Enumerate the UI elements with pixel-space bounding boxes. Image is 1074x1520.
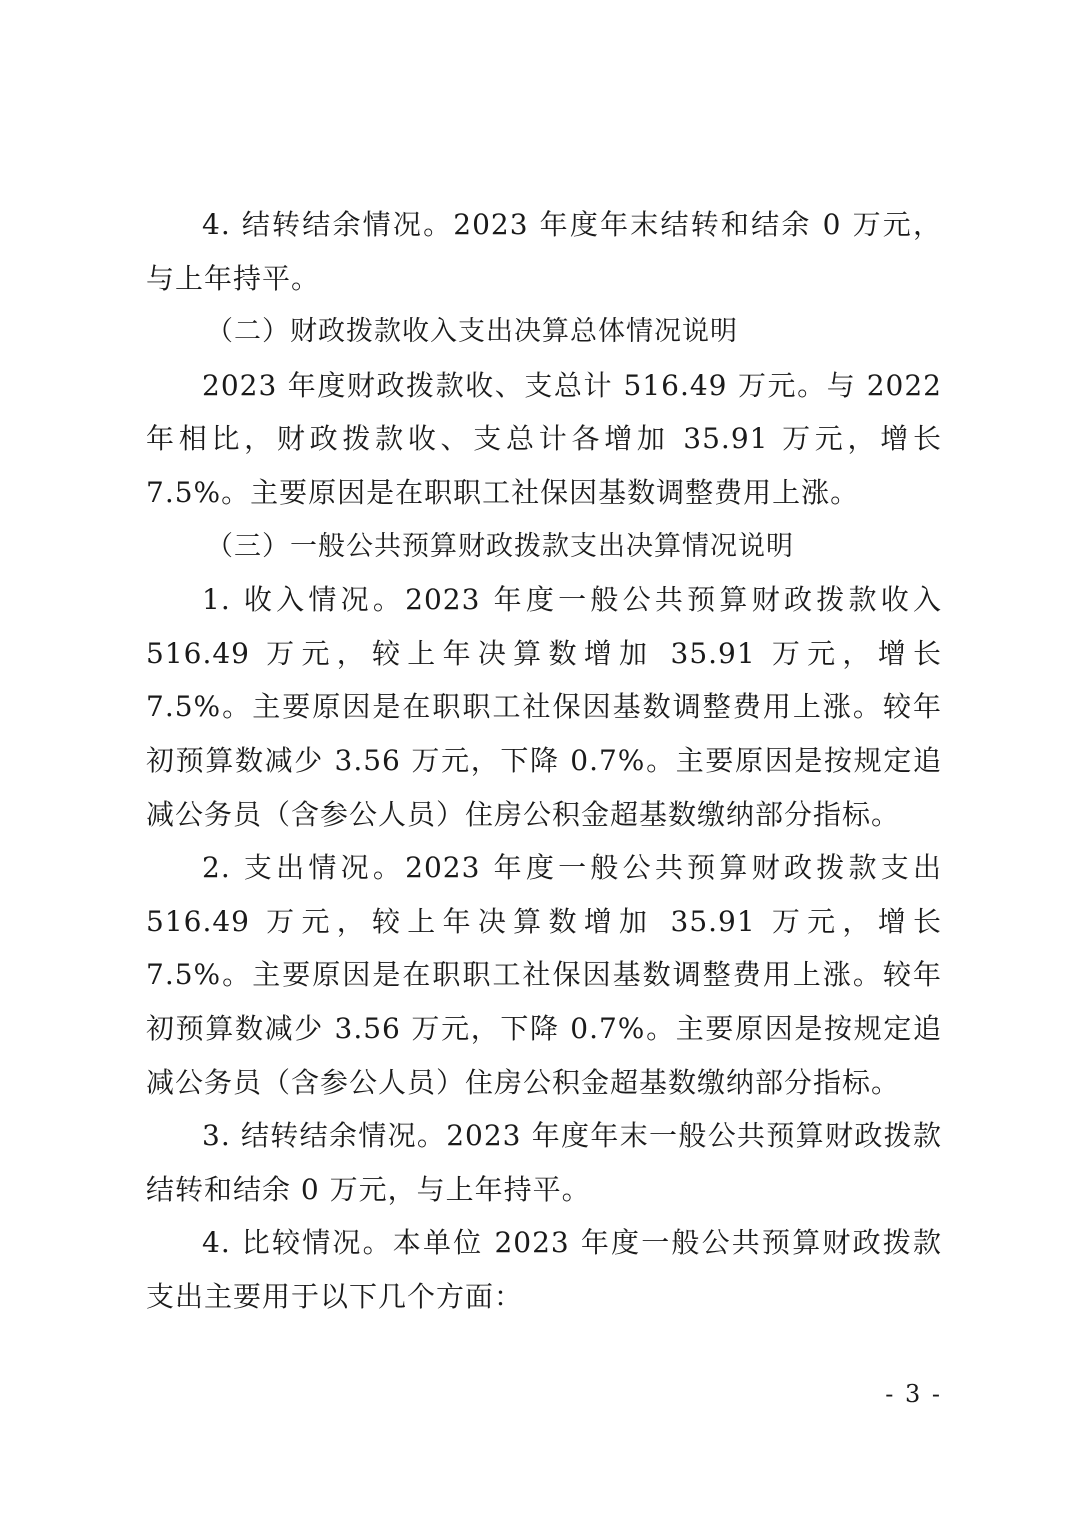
paragraph-comparison: 4. 比较情况。本单位 2023 年度一般公共预算财政拨款支出主要用于以下几个方面：: [146, 1226, 942, 1313]
paragraph-income: 1. 收入情况。2023 年度一般公共预算财政拨款收入 516.49 万元，较上年决算数增加 35.91 万元，增长 7.5%。主要原因是在职职工社保因基数调整费用上涨。较年初预算数减少 3.56 万元，下降 0.7%。主要原因是按规定追减公务员（含参公人员）住房公积金超基数缴纳部分指标。: [146, 583, 942, 831]
paragraph-fiscal-total: 2023 年度财政拨款收、支总计 516.49 万元。与 2022 年相比，财政拨款收、支总计各增加 35.91 万元，增长 7.5%。主要原因是在职职工社保因基数调整费用上涨。: [146, 368, 942, 509]
paragraph-carryover-balance: 4. 结转结余情况。2023 年度年末结转和结余 0 万元，与上年持平。: [146, 208, 942, 295]
paragraph-expenditure: 2. 支出情况。2023 年度一般公共预算财政拨款支出 516.49 万元，较上年决算数增加 35.91 万元，增长 7.5%。主要原因是在职职工社保因基数调整费用上涨。较年初预算数减少 3.56 万元，下降 0.7%。主要原因是按规定追减公务员（含参公人员）住房公积金超基数缴纳部分指标。: [146, 851, 942, 1099]
page-number: - 3 -: [885, 1380, 942, 1408]
section-heading-3: （三）一般公共预算财政拨款支出决算情况说明: [206, 530, 794, 562]
section-heading-2: （二）财政拨款收入支出决算总体情况说明: [206, 316, 738, 348]
paragraph-general-carryover: 3. 结转结余情况。2023 年度年末一般公共预算财政拨款结转和结余 0 万元，与上年持平。: [146, 1119, 942, 1206]
document-body: [146, 198, 942, 1323]
